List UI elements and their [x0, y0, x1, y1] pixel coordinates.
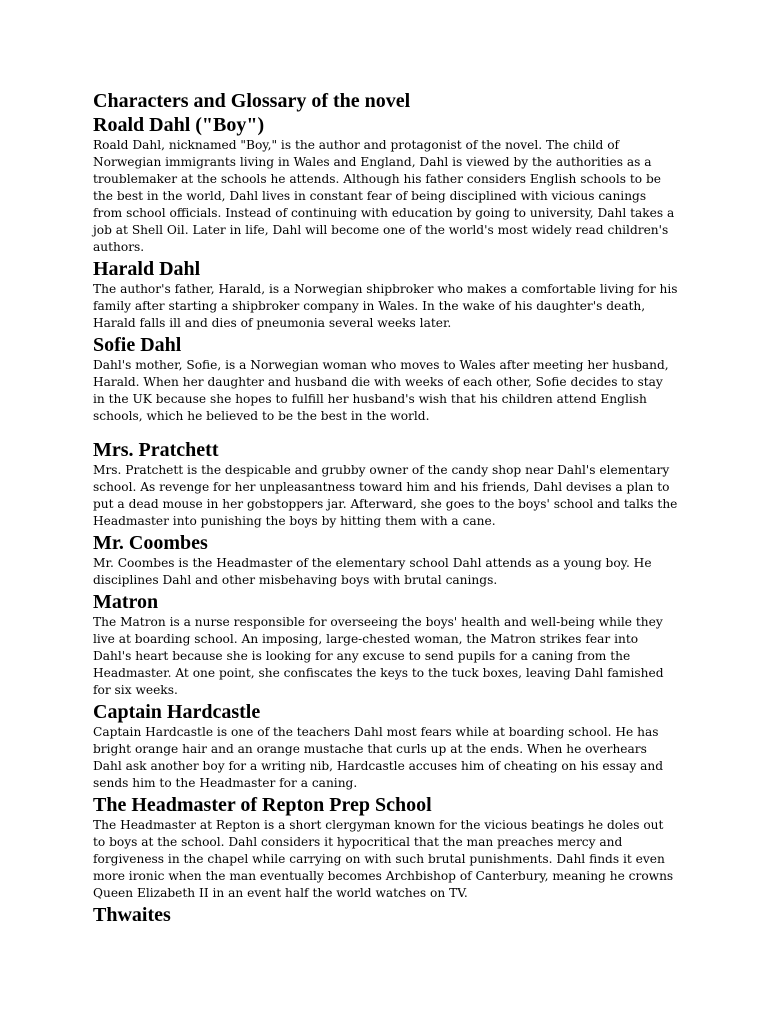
character-section-matron: [93, 591, 678, 699]
character-description: Mr. Coombes is the Headmaster of the elementary school Dahl attends as a young boy. He disciplines Dahl and other misbehaving boys with brutal canings.: [93, 556, 652, 587]
character-description: Mrs. Pratchett is the despicable and grubby owner of the candy shop near Dahl's elementary school. As revenge for her unpleasantness toward him and his friends, Dahl devises a plan to put a dead mouse in her gobstoppers jar. Afterward, she goes to the boys' school and talks the Headmaster into punishing the boys by hitting them with a cane.: [93, 463, 678, 528]
character-heading: Sofie Dahl: [93, 334, 182, 356]
character-heading: Thwaites: [93, 904, 171, 926]
character-description: Dahl's mother, Sofie, is a Norwegian woman who moves to Wales after meeting her husband, Harald. When her daughter and husband die with weeks of each other, Sofie decides to stay in the UK because she hopes to fulfill her husband's wish that his children attend English schools, which he believed to be the best in the world.: [93, 358, 669, 423]
character-heading: Captain Hardcastle: [93, 701, 261, 723]
character-heading: Mrs. Pratchett: [93, 439, 219, 461]
document-title: Characters and Glossary of the novel: [93, 90, 411, 112]
character-heading: Harald Dahl: [93, 258, 201, 280]
character-section-thwaites: [93, 904, 678, 927]
character-heading: Mr. Coombes: [93, 532, 208, 554]
character-heading: The Headmaster of Repton Prep School: [93, 794, 432, 816]
character-section-harald-dahl: [93, 258, 678, 332]
character-description: The author's father, Harald, is a Norwegian shipbroker who makes a comfortable living for his family after starting a shipbroker company in Wales. In the wake of his daughter's death, Harald falls ill and dies of pneumonia several weeks later.: [93, 282, 678, 330]
character-section-roald-dahl: [93, 114, 678, 256]
character-heading: Matron: [93, 591, 159, 613]
character-description: The Headmaster at Repton is a short clergyman known for the vicious beatings he doles out to boys at the school. Dahl considers it hypocritical that the man preaches mercy and forgiveness in the chapel while carrying on with such brutal punishments. Dahl finds it even more ironic when the man eventually becomes Archbishop of Canterbury, meaning he crowns Queen Elizabeth II in an event half the world watches on TV.: [93, 818, 674, 900]
character-section-mr-coombes: [93, 532, 678, 589]
character-section-sofie-dahl: [93, 334, 678, 425]
character-section-headmaster-repton: [93, 794, 678, 902]
character-heading: Roald Dahl ("Boy"): [93, 114, 265, 136]
character-description: Roald Dahl, nicknamed "Boy," is the author and protagonist of the novel. The child of Norwegian immigrants living in Wales and England, Dahl is viewed by the authorities as a troublemaker at the schools he attends. Although his father considers English schools to be the best in the world, Dahl lives in constant fear of being disciplined with vicious canings from school officials. Instead of continuing with education by going to university, Dahl takes a job at Shell Oil. Later in life, Dahl will become one of the world's most widely read children's authors.: [93, 138, 675, 254]
character-description: The Matron is a nurse responsible for overseeing the boys' health and well-being while they live at boarding school. An imposing, large-chested woman, the Matron strikes fear into Dahl's heart because she is looking for any excuse to send pupils for a caning from the Headmaster. At one point, she confiscates the keys to the tuck boxes, leaving Dahl famished for six weeks.: [93, 615, 664, 697]
character-description: Captain Hardcastle is one of the teachers Dahl most fears while at boarding school. He has bright orange hair and an orange mustache that curls up at the ends. When he overhears Dahl ask another boy for a writing nib, Hardcastle accuses him of cheating on his essay and sends him to the Headmaster for a caning.: [93, 725, 663, 790]
character-section-captain-hardcastle: [93, 701, 678, 792]
character-section-mrs-pratchett: [93, 439, 678, 530]
document-page: [93, 88, 678, 927]
